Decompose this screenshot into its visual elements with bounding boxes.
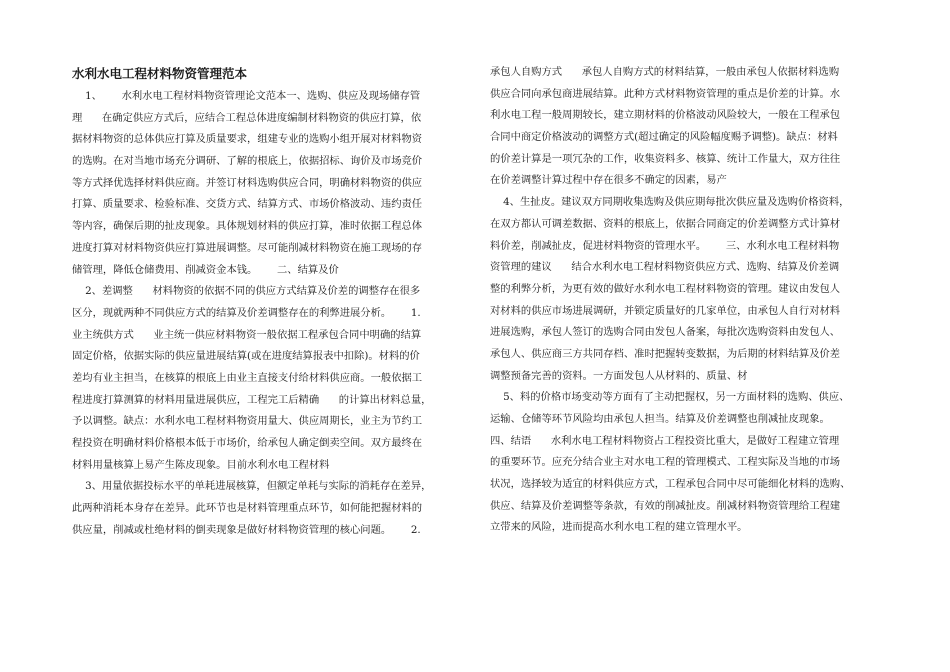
- text-line: 储管理，降低仓储费用、削减资金本钱。 二、结算及价: [72, 263, 339, 276]
- text-line: 2、差调整 材料物资的依据不同的供应方式结算及价差的调整存在很多: [72, 285, 421, 298]
- text-line: 予以调整。缺点：水利水电工程材料物资用量大、供应周期长，业主为节约工: [72, 415, 423, 428]
- text-line: 的价差计算是一项冗杂的工作，收集资料多、核算、统计工作量大，双方往往: [490, 152, 841, 165]
- text-line: 业主统供方式 业主统一供应材料物资一般依据工程承包合同中明确的结算: [72, 328, 422, 341]
- text-line: 材料用量核算上易产生陈皮现象。目前水利水电工程材料: [72, 458, 330, 471]
- text-line: 的选购。在对当地市场充分调研、了解的根底上，依据招标、询价及市场竞价: [72, 155, 423, 168]
- text-line: 状况，选择较为适宜的材料供应方式，工程承包合同中尽可能细化材料的选购、: [490, 478, 851, 491]
- left-column: [72, 62, 465, 541]
- text-line: 4、生扯皮。建议双方同期收集选购及供应期每批次供应量及选购价格资料，: [490, 196, 850, 209]
- text-line: 区分，现就两种不同供应方式的结算及价差调整存在的利弊进展分析。 1.: [72, 306, 421, 319]
- text-line: 打算、质量要求、检验标准、交货方式、结算方式、市场价格波动、违约责任: [72, 198, 423, 211]
- text-line: 程进度打算测算的材料用量进展供应，工程完工后精确 的计算出材料总量，: [72, 393, 432, 406]
- text-line: 承包人、供应商三方共同存档、准时把握转变数据，为后期的材料结算及价差: [490, 347, 841, 360]
- text-line: 四、结语 水利水电工程材料物资占工程投资比重大，是做好工程建立管理: [490, 434, 840, 447]
- text-line: 运输、仓储等环节风险均由承包人担当。结算及价差调整也削减扯皮现象。: [490, 413, 830, 425]
- text-line: 等内容，确保后期的扯皮现象。具体规划材料的供应打算，准时依据工程总体: [72, 220, 423, 233]
- text-line: 在双方都认可调差数据、资料的根底上，依据合同商定的价差调整方式计算材: [490, 217, 841, 230]
- text-line: 在价差调整计算过程中存在很多不确定的因素，易产: [490, 174, 727, 187]
- text-line: 进展选购，承包人签订的选购合同由发包人备案，每批次选购资料由发包人、: [490, 326, 841, 339]
- text-line: 差均有业主担当，在核算的根底上由业主直接支付给材料供应商。一般依据工: [72, 371, 423, 384]
- text-line: 3、用量依据投标水平的单耗进展核算，但额定单耗与实际的消耗存在差异，: [72, 480, 432, 493]
- text-line: 程投资在明确材料价格根本低于市场价，给承包人确定倒卖空间。双方最终在: [72, 437, 423, 449]
- text-line: 资管理的建议 结合水利水电工程材料物资供应方式、选购、结算及价差调: [490, 261, 840, 274]
- text-line: 的重要环节。应充分结合业主对水电工程的管理模式、工程实际及当地的市场: [490, 456, 841, 469]
- text-line: 料价差，削减扯皮，促进材料物资的管理水平。 三、水利水电工程材料物: [490, 239, 840, 252]
- text-line: 进度打算对材料物资供应打算进展调整。尽可能削减材料物资在施工现场的存: [72, 241, 423, 254]
- text-line: 对材料的供应市场进展调研，并锁定质量好的几家单位，由承包人自行对材料: [490, 304, 841, 317]
- text-line: 利水电工程一般周期较长，建立期材料的价格波动风险较大，一般在工程承包: [490, 109, 841, 122]
- text-line: 承包人自购方式 承包人自购方式的材料结算，一般由承包人依据材料选购: [490, 66, 840, 78]
- text-line: 5、料的价格市场变动等方面有了主动把握权，另一方面材料的选购、供应、: [490, 391, 850, 404]
- text-line: 调整预备完善的资料。一方面发包人从材料的、质量、材: [490, 369, 748, 382]
- text-line: 据材料物资的总体供应打算及质量要求，组建专业的选购小组开展对材料物资: [72, 133, 423, 146]
- text-line: 供应合同向承包商进展结算。此种方式材料物资管理的重点是价差的计算。水: [490, 87, 841, 100]
- text-line: 供应量，削减或杜绝材料的倒卖现象是做好材料物资管理的核心问题。 2.: [72, 523, 421, 536]
- text-line: 1、 水利水电工程材料物资管理论文范本一、选购、供应及现场储存管: [72, 90, 421, 102]
- text-line: 理 在确定供应方式后，应结合工程总体进度编制材料物资的供应打算，依: [72, 111, 422, 124]
- text-line: 供应、结算及价差调整等条款，有效的削减扯皮。削减材料物资管理给工程建: [490, 499, 841, 512]
- right-column-body: [490, 62, 870, 539]
- document-title: 水利水电工程材料物资管理范本: [72, 66, 248, 81]
- left-column-body: [72, 86, 465, 541]
- text-line: 整的利弊分析，为更有效的做好水利水电工程材料物资的管理。建议由发包人: [490, 282, 841, 295]
- text-line: 等方式择优选择材料供应商。并签订材料选购供应合同，明确材料物资的供应: [72, 176, 423, 189]
- right-column: [490, 62, 870, 539]
- text-line: 立带来的风险，进而提高水利水电工程的建立管理水平。: [490, 521, 748, 534]
- text-line: 此两种消耗本身存在差异。此环节也是材料管理重点环节，如何能把握材料的: [72, 502, 423, 515]
- text-line: 固定价格，依据实际的供应量进展结算(或在进度结算报表中扣除)。材料的价: [72, 350, 420, 363]
- text-line: 合同中商定价格波动的调整方式(超过确定的风险幅度赐予调整)。缺点：材料: [490, 131, 838, 144]
